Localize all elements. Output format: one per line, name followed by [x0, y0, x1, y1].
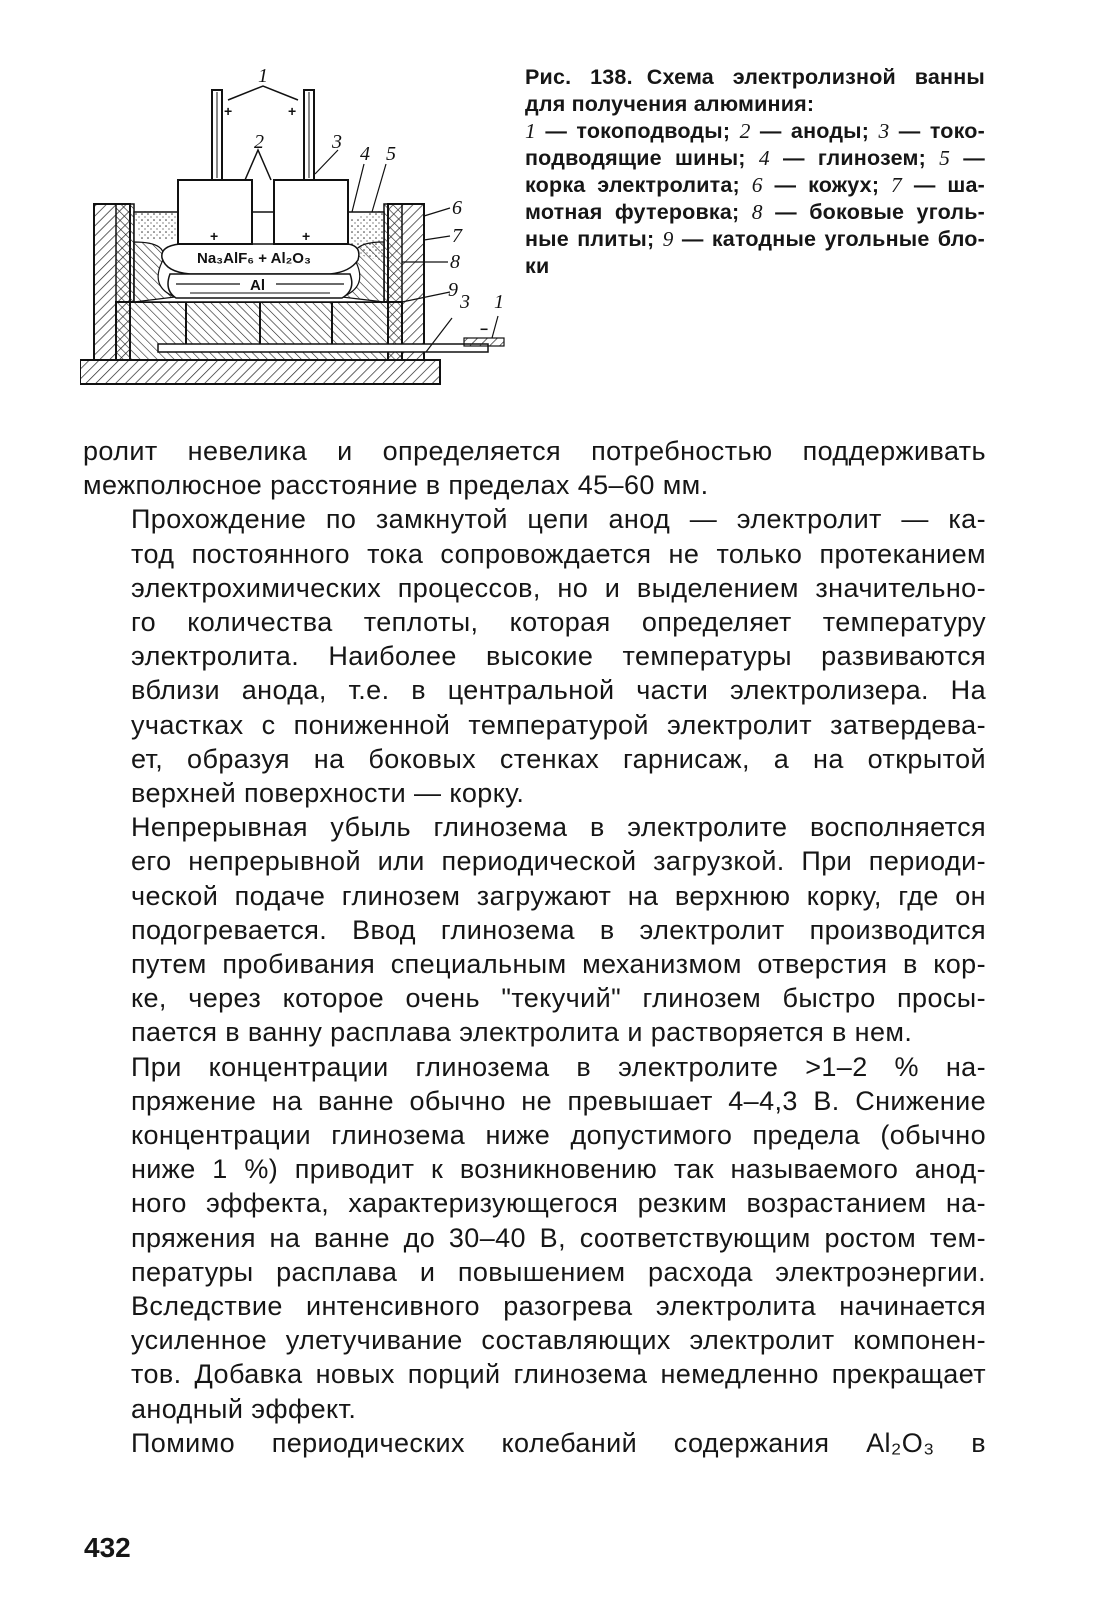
- paragraph-1: ролит невелика и определяется потребностью поддерживать межполюсное расстояние в пределах 45–60 мм.: [83, 436, 986, 501]
- label-4: 4: [360, 143, 370, 165]
- paragraph-3: Непрерывная убыль глинозема в электролите восполняется его непрерывной или периодической загрузкой. При периоди- ческой подаче глинозем загружают на верхнюю корку, где он подогревается. Ввод глинозема в электролит производится путем пробивания специальным механизмом отверстия в кор- ке, через которое очень "текучий" глинозем быстро просы- пается в ванну расплава электролита и растворяется в нем.: [131, 812, 986, 1048]
- caption-subtitle: для получения алюминия:: [525, 92, 815, 116]
- electrolysis-bath-diagram: [80, 62, 520, 392]
- svg-text:+: +: [224, 103, 233, 119]
- label-9: 9: [448, 279, 458, 301]
- svg-text:−: −: [480, 321, 489, 337]
- crust: [134, 211, 180, 240]
- svg-text:+: +: [210, 228, 219, 244]
- label-5: 5: [386, 143, 396, 165]
- side-carbon-right: [384, 204, 402, 302]
- page-number: 432: [84, 1532, 131, 1563]
- label-7: 7: [452, 225, 462, 247]
- label-3-bottom: 3: [460, 291, 470, 313]
- svg-text:+: +: [302, 228, 311, 244]
- figure-caption: [525, 64, 985, 280]
- label-1-bottom: 1: [494, 291, 504, 313]
- diagram-svg: [80, 62, 520, 392]
- label-1-top: 1: [258, 65, 268, 87]
- label-2: 2: [254, 131, 264, 153]
- label-6: 6: [452, 197, 462, 219]
- body-text: [83, 434, 986, 1460]
- paragraph-5: Помимо периодических колебаний содержания Al₂O₃ в: [131, 1427, 986, 1458]
- figure-number: Рис. 138.: [525, 65, 633, 89]
- side-carbon-left: [116, 204, 134, 302]
- cathode-terminal: [464, 338, 504, 346]
- label-3: 3: [332, 131, 342, 153]
- electrolyte-formula: Na₃AlF₆ + Al₂O₃: [197, 250, 311, 267]
- base-plate: [80, 360, 440, 384]
- caption-title: Рис. 138. Схема электролизной ванны: [525, 65, 985, 89]
- paragraph-2: Прохождение по замкнутой цепи анод — электролит — ка- тод постоянного тока сопровождается не только протеканием электрохимических процессов, но и выделением значительно- го количества теплоты, которая определяет температуру электролита. Наиболее высокие температуры развиваются вблизи анода, т.е. в центральной части электролизера. На участках с пониженной температурой электролит затвердева- ет, образуя на боковых стенках гарнисаж, а на открытой верхней поверхности — корку.: [131, 504, 986, 809]
- metal-label: Al: [250, 277, 265, 294]
- cathode-bus: [158, 344, 488, 352]
- caption-legend: 1 — токоподводы; 2 — аноды; 3 — токо-подводящие шины; 4 — глинозем; 5 — корка электролита; 6 — кожух; 7 — ша-мотная футеровка; 8 — боковые уголь-ные плиты; 9 — катодные угольные бло-ки: [525, 119, 986, 278]
- paragraph-4: При концентрации глинозема в электролите >1–2 % на- пряжение на ванне обычно не превышает 4–4,3 В. Снижение концентрации глинозема ниже допустимого предела (обычно ниже 1 %) приводит к возникновению так называемого анод- ного эффекта, характеризующегося резким возрастанием на- пряжения на ванне до 30–40 В, соответствующим ростом тем- пературы расплава и повышением расхода электроэнергии. Вследствие интенсивного разогрева электролита начинается усиленное улетучивание составляющих электролит компонен- тов. Добавка новых порций глинозема немедленно прекращает анодный эффект.: [131, 1051, 986, 1424]
- anode-right: [274, 180, 348, 244]
- svg-text:+: +: [288, 103, 297, 119]
- label-8: 8: [450, 251, 460, 273]
